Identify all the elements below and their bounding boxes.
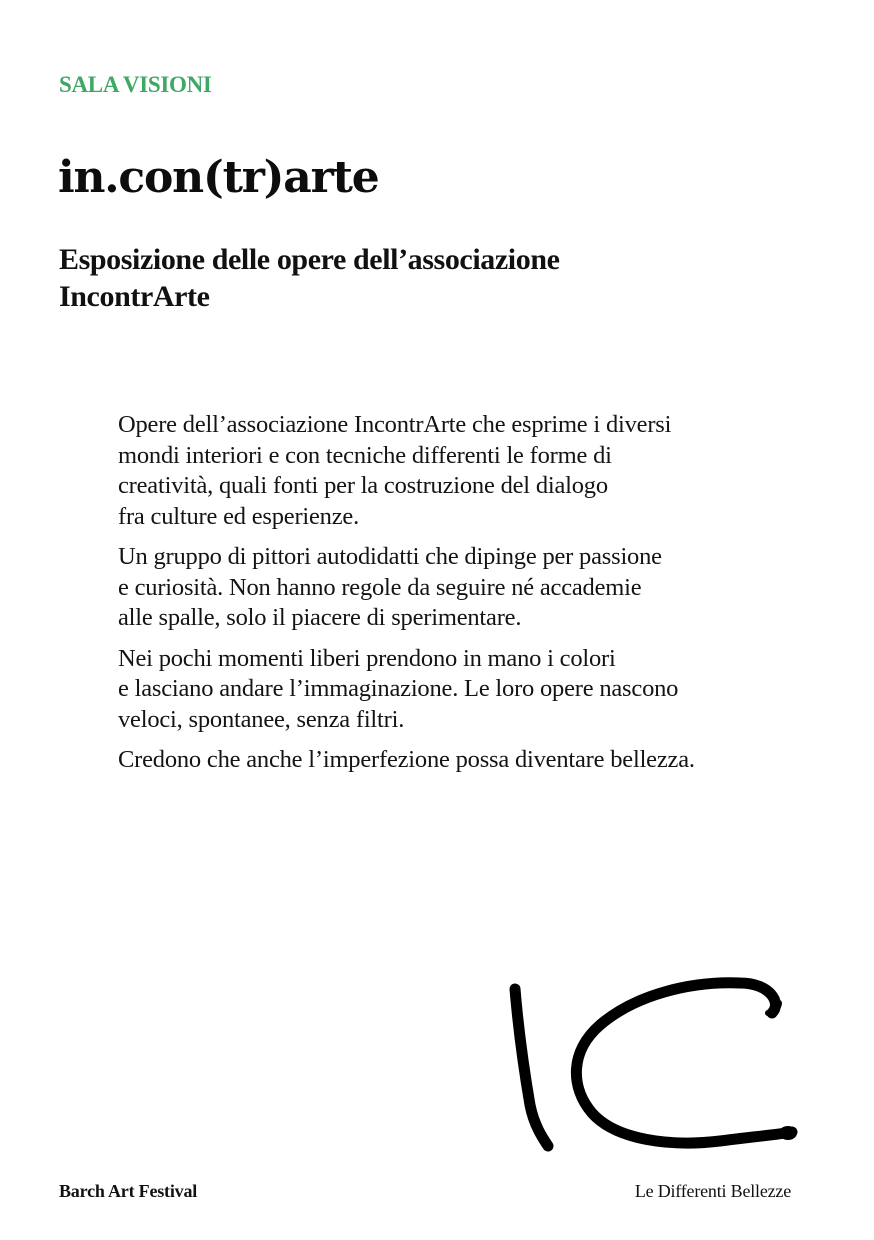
- paragraph-line: Credono che anche l’imperfezione possa diventare bellezza.: [118, 746, 695, 773]
- paragraph-line: veloci, spontanee, senza filtri.: [118, 705, 405, 733]
- paragraph-line: fra culture ed esperienze.: [118, 502, 360, 530]
- paragraph: [118, 410, 818, 532]
- paragraph-line: creatività, quali fonti per la costruzione del dialogo: [118, 472, 608, 499]
- description-body: [118, 410, 818, 786]
- paragraph-line: alle spalle, solo il piacere di sperimentare.: [118, 604, 522, 631]
- paragraph: [118, 745, 818, 776]
- footer-festival-name: Barch Art Festival: [59, 1181, 198, 1201]
- page-title: in.con(tr)arte: [58, 152, 379, 203]
- paragraph-line: e curiosità. Non hanno regole da seguire né accademie: [118, 573, 642, 601]
- subtitle-line: Esposizione delle opere dell’associazione: [59, 243, 560, 276]
- paragraph-line: e lasciano andare l’immaginazione. Le loro opere nascono: [118, 675, 679, 702]
- paragraph-line: mondi interiori e con tecniche differenti le forme di: [118, 441, 612, 469]
- subtitle-line: IncontrArte: [59, 280, 210, 313]
- paragraph-line: Opere dell’associazione IncontrArte che esprime i diversi: [118, 411, 672, 438]
- ic-monogram-logo-icon: [500, 975, 810, 1160]
- footer-edition-name: Le Differenti Bellezze: [634, 1181, 791, 1201]
- page-subtitle: [59, 241, 759, 315]
- paragraph: [118, 644, 818, 736]
- section-kicker: SALA VISIONI: [59, 72, 212, 97]
- paragraph-line: Nei pochi momenti liberi prendono in mano i colori: [118, 644, 616, 672]
- paragraph: [118, 542, 818, 634]
- paragraph-line: Un gruppo di pittori autodidatti che dipinge per passione: [118, 543, 662, 570]
